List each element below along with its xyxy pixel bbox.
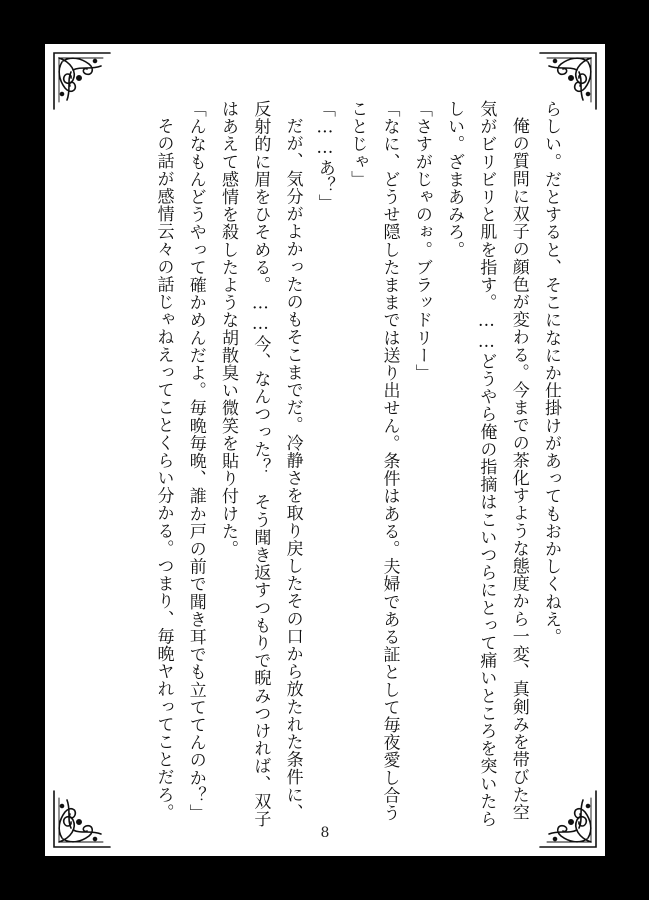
text-line: 気がビリビリと肌を指す。……どうやら俺の指摘はこいつらにとって痛いところを突いたら <box>476 100 497 828</box>
text-line: はあえて感情を殺したような胡散臭い微笑を貼り付けた。 <box>218 100 239 558</box>
text-line: 「なに、どうせ隠したままでは送り出せん。条件はある。夫婦である証として毎夜愛し合う <box>379 100 400 822</box>
text-line: 俺の質問に双子の顔色が変わる。今までの茶化すような態度から一変、真剣みを帯びた空 <box>508 117 529 821</box>
book-page <box>45 44 605 856</box>
text-line: だが、気分がよかったのもそこまでだ。冷静さを取り戻したその口から放たれた条件に、 <box>282 117 303 821</box>
page-number: 8 <box>320 825 330 841</box>
floral-corner-ornament-icon <box>51 50 113 112</box>
text-line: らしい。だとすると、そこになにか仕掛けがあってもおかしくねえ。 <box>541 100 561 646</box>
text-line: しい。ざまあみろ。 <box>444 100 465 259</box>
text-line: 反射的に眉をひそめる。……今、なんつった？ そう聞き返すつもりで睨みつければ、双子 <box>250 100 271 828</box>
vertical-text-body <box>147 100 567 828</box>
text-line: 「さすがじゃのぉ。ブラッドリー」 <box>411 100 432 382</box>
text-line: その話が感情云々の話じゃねえってことくらい分かる。つまり、毎晩ヤれってことだろ。 <box>153 117 174 821</box>
text-line: 「……あ？」 <box>314 100 335 212</box>
text-line: 「んなもんどうやって確かめんだよ。毎晩毎晩、誰か戸の前で聞き耳でも立ててんのか？」 <box>185 100 206 822</box>
text-line: ことじゃ」 <box>347 100 368 188</box>
